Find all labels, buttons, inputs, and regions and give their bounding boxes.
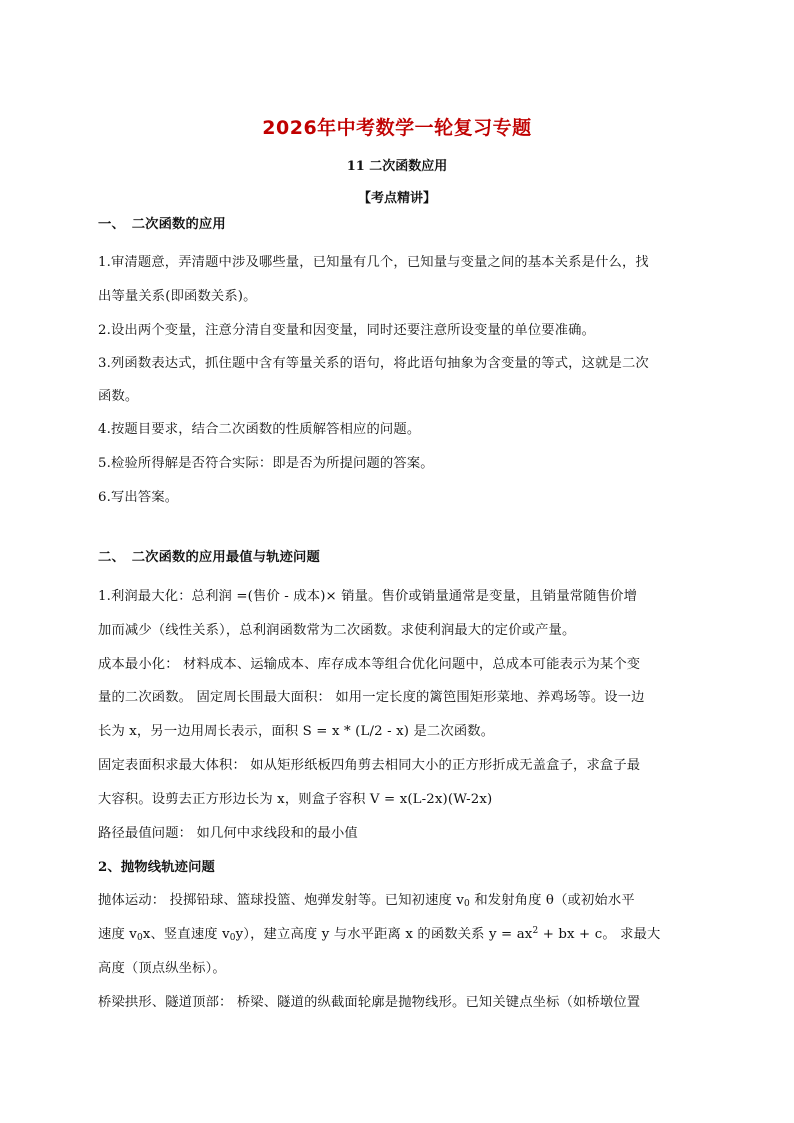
text-run: 抛体运动： 投掷铅球、篮球投篮、炮弹发射等。已知初速度 v <box>98 893 465 908</box>
paragraph-line <box>98 923 698 943</box>
paragraph-line: 4.按题目要求，结合二次函数的性质解答相应的问题。 <box>98 422 421 437</box>
paragraph-line: 高度（顶点纵坐标）。 <box>98 961 226 976</box>
paragraph-line: 1.利润最大化：总利润 =(售价 - 成本)× 销量。售价或销量通常是变量，且销量常随售价增 <box>98 589 638 604</box>
subscript: 0 <box>464 899 470 909</box>
paragraph-line: 6.写出答案。 <box>98 490 179 505</box>
section-tag: 【考点精讲】 <box>357 191 436 206</box>
paragraph-line: 加而减少（线性关系），总利润函数常为二次函数。求使利润最大的定价或产量。 <box>98 623 576 638</box>
document-title: 2026年中考数学一轮复习专题 <box>262 117 532 139</box>
paragraph-line: 大容积。设剪去正方形边长为 x，则盒子容积 V = x(L-2x)(W-2x) <box>98 792 493 807</box>
text-run: 速度 v <box>98 927 137 942</box>
text-run: 和发射角度 θ（或初始水平 <box>469 893 635 908</box>
paragraph-line: 长为 x，另一边用周长表示，面积 S = x * (L/2 - x) 是二次函数。 <box>98 724 495 739</box>
text-run: x、竖直速度 v <box>142 927 230 942</box>
document-subtitle: 11 二次函数应用 <box>346 159 448 174</box>
paragraph-line: 桥梁拱形、隧道顶部： 桥梁、隧道的纵截面轮廓是抛物线形。已知关键点坐标（如桥墩位置 <box>98 995 641 1010</box>
paragraph-line <box>98 889 698 909</box>
paragraph-line: 量的二次函数。 固定周长围最大面积： 如用一定长度的篱笆围矩形菜地、养鸡场等。设一边 <box>98 690 645 705</box>
paragraph-line: 成本最小化： 材料成本、运输成本、库存成本等组合优化问题中，总成本可能表示为某个变 <box>98 657 641 672</box>
text-run: + bx + c。 求最大 <box>538 927 661 942</box>
paragraph-line: 固定表面积求最大体积： 如从矩形纸板四角剪去相同大小的正方形折成无盖盒子，求盒子最 <box>98 758 641 773</box>
superscript: 2 <box>532 926 539 936</box>
section-2-heading: 二、 二次函数的应用最值与轨迹问题 <box>98 550 320 565</box>
section-1-heading: 一、 二次函数的应用 <box>98 217 226 232</box>
paragraph-line: 函数。 <box>98 389 139 404</box>
subsection-2-heading: 2、抛物线轨迹问题 <box>98 860 215 875</box>
subscript: 0 <box>229 933 236 943</box>
paragraph-line: 1.审清题意，弄清题中涉及哪些量，已知量有几个，已知量与变量之间的基本关系是什么，找 <box>98 255 649 270</box>
paragraph-line: 路径最值问题： 如几何中求线段和的最小值 <box>98 826 358 841</box>
paragraph-line: 出等量关系(即函数关系)。 <box>98 289 257 304</box>
paragraph-line: 2.设出两个变量，注意分清自变量和因变量，同时还要注意所设变量的单位要准确。 <box>98 323 596 338</box>
text-run: y），建立高度 y 与水平距离 x 的函数关系 y = ax <box>235 927 533 942</box>
subscript: 0 <box>136 933 143 943</box>
paragraph-line: 5.检验所得解是否符合实际：即是否为所提问题的答案。 <box>98 456 434 471</box>
paragraph-line: 3.列函数表达式，抓住题中含有等量关系的语句，将此语句抽象为含变量的等式，这就是二次 <box>98 356 649 371</box>
